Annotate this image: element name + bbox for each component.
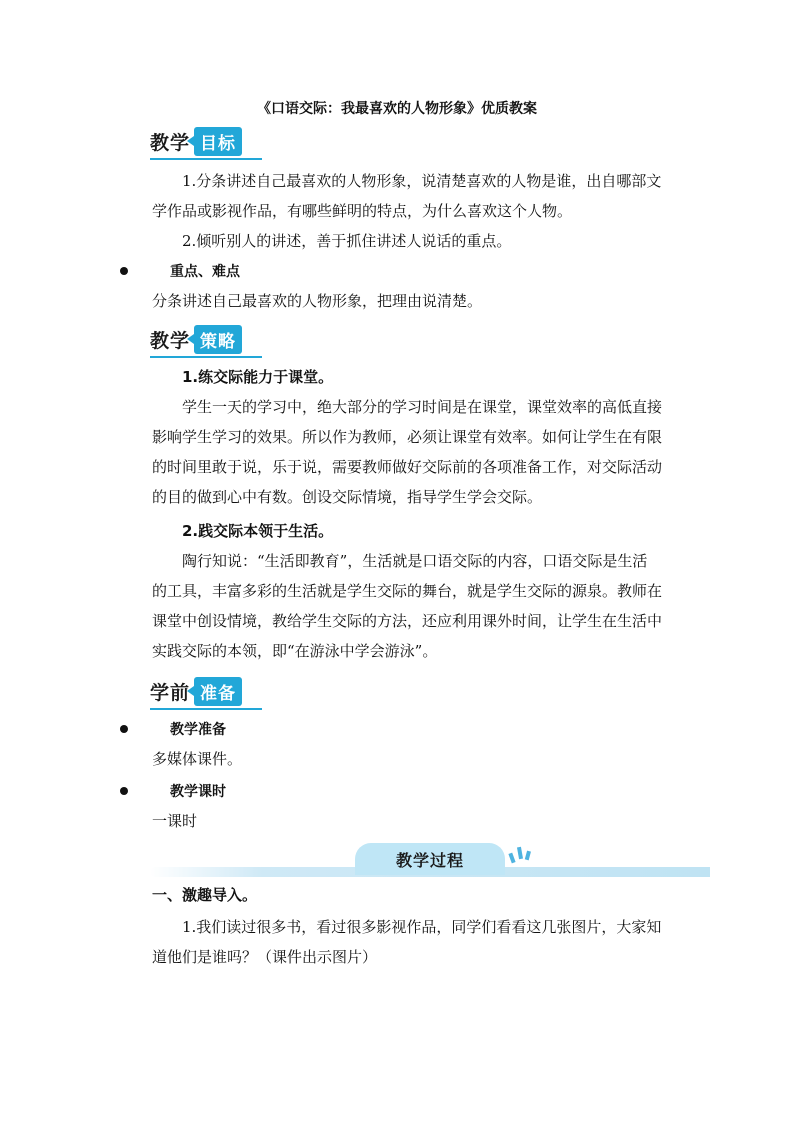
section-header-goal <box>150 126 242 156</box>
bullet-label: 教学课时 <box>170 784 226 800</box>
section-tag: 策略 <box>194 325 242 354</box>
strategy-text-2: 陶行知说：“生活即教育”，生活就是口语交际的内容，口语交际是生活的工具，丰富多彩的生活就是学生交际的舞台，就是学生交际的源泉。教师在课堂中创设情境，教给学生交际的方法，还应利用课外时间，让学生在生活中实践交际的本领，即“在游泳中学会游泳”。 <box>152 552 663 660</box>
sparkle-icon <box>508 843 534 865</box>
bullet-teaching-prep <box>120 714 226 744</box>
section-header-prep <box>150 676 242 706</box>
section-tag: 目标 <box>194 127 242 156</box>
process-heading-1: 一、激趣导入。 <box>152 886 258 904</box>
section-underline <box>150 356 262 358</box>
goal-paragraph-2: 2.倾听别人的讲述，善于抓住讲述人说话的重点。 <box>182 232 512 250</box>
process-text-1: 1.我们读过很多书，看过很多影视作品，同学们看看这几张图片，大家知道他们是谁吗？（课件出示图片） <box>152 918 662 966</box>
bullet-dot-icon <box>120 267 128 275</box>
section-underline <box>150 158 262 160</box>
section-header-strategy <box>150 324 242 354</box>
goal-paragraph-1: 1.分条讲述自己最喜欢的人物形象，说清楚喜欢的人物是谁，出自哪部文学作品或影视作品，有哪些鲜明的特点，为什么喜欢这个人物。 <box>152 172 662 220</box>
bullet-label: 重点、难点 <box>170 264 240 280</box>
section-lead: 教学 <box>150 131 191 154</box>
process-banner-label: 教学过程 <box>355 843 505 875</box>
bullet-class-hours <box>120 776 226 806</box>
teaching-prep-text: 多媒体课件。 <box>152 750 243 768</box>
strategy-heading-2: 2.践交际本领于生活。 <box>182 522 334 540</box>
bullet-label: 教学准备 <box>170 722 226 738</box>
section-lead: 教学 <box>150 329 191 352</box>
strategy-heading-1: 1.练交际能力于课堂。 <box>182 368 334 386</box>
document-title: 《口语交际：我最喜欢的人物形象》优质教案 <box>257 101 537 117</box>
class-hours-text: 一课时 <box>152 812 198 830</box>
bullet-dot-icon <box>120 725 128 733</box>
section-lead: 学前 <box>150 681 191 704</box>
section-tag: 准备 <box>194 677 242 706</box>
bullet-dot-icon <box>120 787 128 795</box>
strategy-text-1: 学生一天的学习中，绝大部分的学习时间是在课堂，课堂效率的高低直接影响学生学习的效果。所以作为教师，必须让课堂有效率。如何让学生在有限的时间里敢于说，乐于说，需要教师做好交际前的各项准备工作，对交际活动的目的做到心中有数。创设交际情境，指导学生学会交际。 <box>152 398 663 506</box>
key-points-text: 分条讲述自己最喜欢的人物形象，把理由说清楚。 <box>152 292 483 310</box>
bullet-key-points <box>120 256 240 286</box>
section-underline <box>150 708 262 710</box>
process-banner <box>150 843 710 877</box>
